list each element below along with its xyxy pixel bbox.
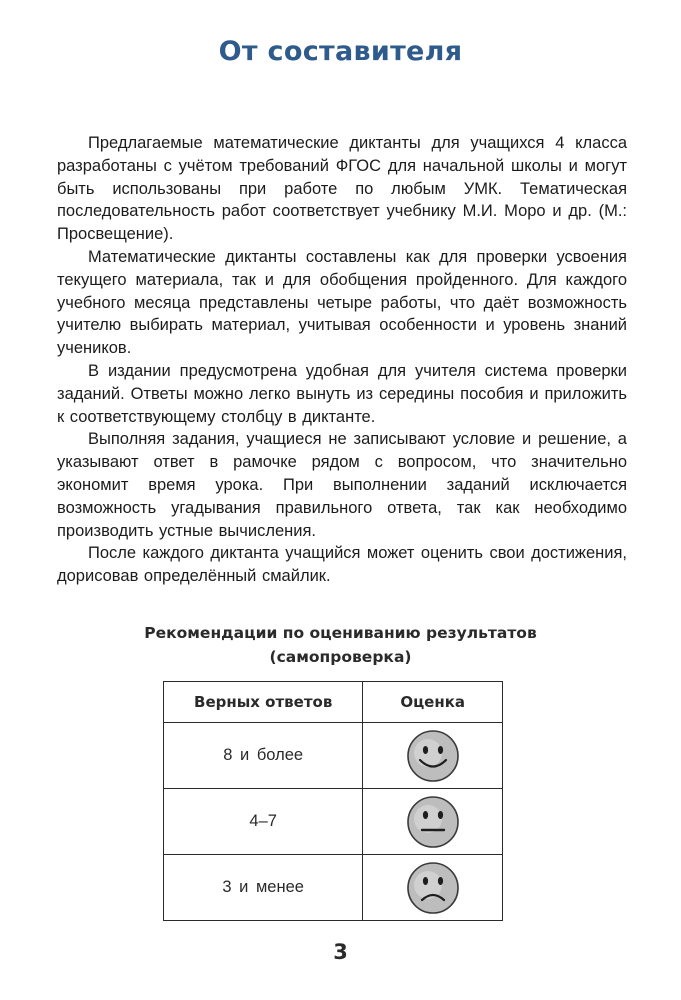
table-row [164,855,503,921]
page-number: 3 [333,940,348,964]
page-title: От составителя [218,36,463,67]
correct-count-cell: 4–7 [164,789,363,855]
grading-table [163,681,503,921]
header-correct-answers: Верных ответов [164,682,363,723]
table-row [164,723,503,789]
paragraph: Математические диктанты составлены как для проверки усвоения текущего материала, так и для обобщения пройденного. Для каждого учебного месяца представлены четыре работы, что даёт возможность учителю выбирать материал, учитывая особенности и уровень знаний учеников. [57,247,627,358]
header-grade: Оценка [363,682,503,723]
paragraph: После каждого диктанта учащийся может оценить свои достижения, дорисовав определённый смайлик. [57,544,627,586]
grade-cell [363,789,503,855]
table-header-row [164,682,503,723]
intro-text [57,132,627,588]
smiley-neutral-icon [406,795,460,849]
grade-cell [363,855,503,921]
grade-cell [363,723,503,789]
correct-count-cell: 8 и более [164,723,363,789]
recommendation-heading-line2: (самопроверка) [269,648,412,666]
table-row [164,789,503,855]
recommendation-heading [0,621,681,669]
paragraph: Выполняя задания, учащиеся не записывают условие и решение, а указывают ответ в рамочке рядом с вопросом, что значительно экономит время урока. При выполнении заданий исключается возможность угадывания правильного ответа, так как необходимо производить устные вычисления. [57,430,627,540]
paragraph: В издании предусмотрена удобная для учителя система проверки заданий. Ответы можно легко вынуть из середины пособия и приложить к соответствующему столбцу в диктанте. [57,361,627,426]
smiley-sad-icon [406,861,460,915]
smiley-happy-icon [406,729,460,783]
correct-count-cell: 3 и менее [164,855,363,921]
recommendation-heading-line1: Рекомендации по оцениванию результатов [144,624,537,642]
paragraph: Предлагаемые математические диктанты для учащихся 4 класса разработаны с учётом требований ФГОС для начальной школы и могут быть использованы при работе по любым УМК. Тематическая последовательность работ соответствует учебнику М.И. Моро и др. (М.: Просвещение). [57,134,627,244]
